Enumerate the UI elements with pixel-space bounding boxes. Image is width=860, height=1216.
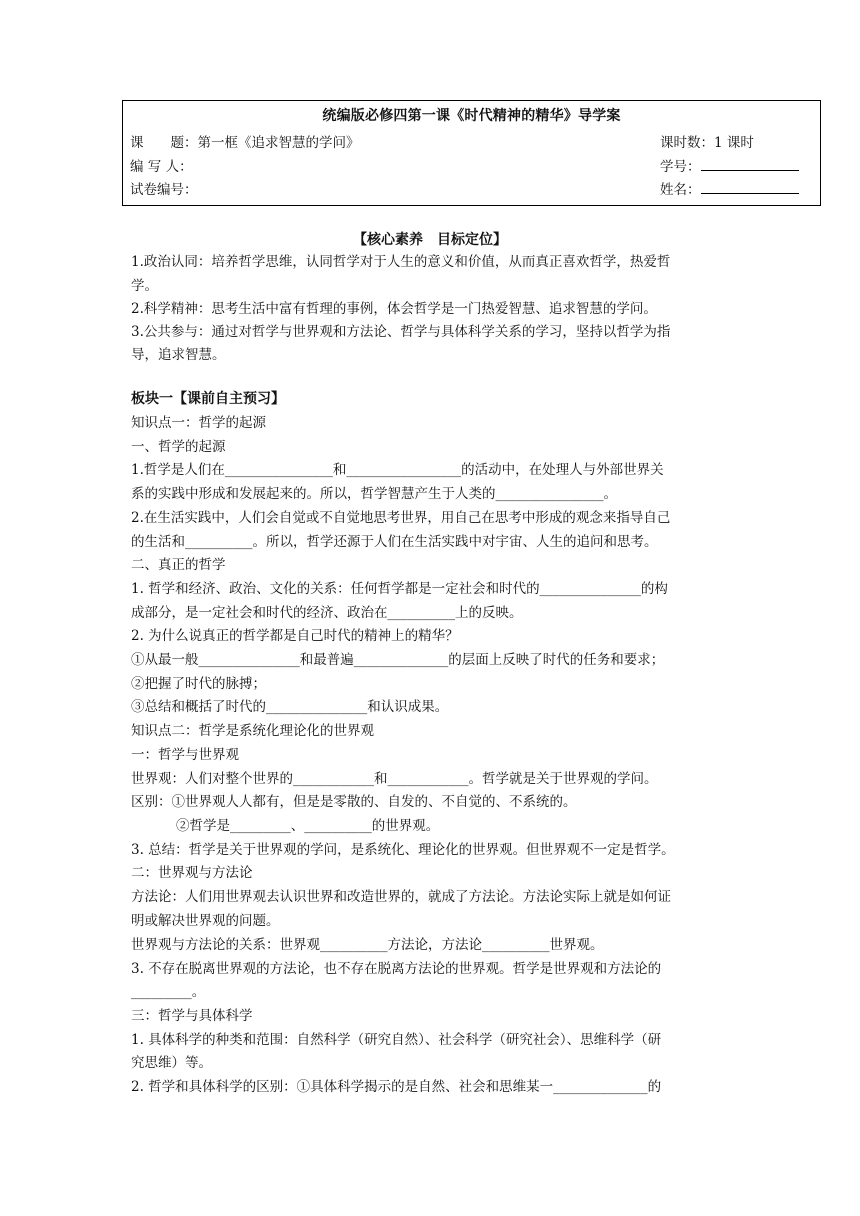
- text-line: 二、真正的哲学: [131, 557, 226, 573]
- goals-heading: 【核心素养 目标定位】: [353, 232, 507, 248]
- text-line: _________。: [131, 984, 206, 1000]
- text-line: 2.在生活实践中，人们会自觉或不自觉地思考世界，用自己在思考中形成的观念来指导自己: [131, 510, 671, 526]
- author-label: 编 写 人：: [130, 159, 193, 175]
- text-line: 区别：①世界观人人都有，但是是零散的、自发的、不自觉的、不系统的。: [131, 794, 577, 810]
- document-title: 统编版必修四第一课《时代精神的精华》导学案: [322, 108, 621, 124]
- text-line: 的生活和__________。所以，哲学还源于人们在生活实践中对宇宙、人生的追问和思考。: [131, 534, 658, 550]
- text-line: 知识点二：哲学是系统化理论化的世界观: [131, 723, 374, 739]
- text-line: 究思维）等。: [131, 1055, 212, 1071]
- text-line: 3. 总结：哲学是关于世界观的学问，是系统化、理论化的世界观。但世界观不一定是哲学。: [131, 842, 675, 858]
- block1-heading: 板块一【课前自主预习】: [131, 391, 285, 407]
- course-row: [130, 131, 360, 151]
- header-box: [122, 100, 821, 206]
- name-label: 姓名：: [660, 182, 701, 198]
- text-line: 1. 具体科学的种类和范围：自然科学（研究自然）、社会科学（研究社会）、思维科学（研: [131, 1032, 662, 1048]
- name-row: [660, 178, 799, 198]
- course-value: 第一框《追求智慧的学问》: [197, 135, 360, 151]
- paper-no-label: 试卷编号：: [130, 182, 198, 198]
- student-no-label: 学号：: [660, 159, 701, 175]
- text-line: ③总结和概括了时代的_______________和认识成果。: [131, 699, 449, 715]
- text-line: 1. 哲学和经济、政治、文化的关系：任何哲学都是一定社会和时代的_______________的构: [131, 581, 668, 597]
- text-line: 系的实践中形成和发展起来的。所以，哲学智慧产生于人类的________________。: [131, 486, 617, 502]
- text-line: 1.哲学是人们在________________和_________________的活动中，在处理人与外部世界关: [131, 462, 664, 478]
- student-no-row: [660, 155, 799, 175]
- name-blank[interactable]: [701, 181, 799, 194]
- text-line: 二：世界观与方法论: [131, 865, 253, 881]
- text-line: 明或解决世界观的问题。: [131, 913, 280, 929]
- course-label: 课 题：: [130, 135, 198, 151]
- text-line: 一：哲学与世界观: [131, 747, 239, 763]
- text-line: 2. 哲学和具体科学的区别：①具体科学揭示的是自然、社会和思维某一______________的: [131, 1079, 662, 1095]
- goal-line: 学。: [131, 278, 158, 294]
- text-line: 世界观与方法论的关系：世界观__________方法论，方法论__________世界观。: [131, 937, 604, 953]
- text-line: 成部分，是一定社会和时代的经济、政治在__________上的反映。: [131, 605, 523, 621]
- goal-line: 2.科学精神：思考生活中富有哲理的事例，体会哲学是一门热爱智慧、追求智慧的学问。: [131, 301, 657, 317]
- goal-line: 1.政治认同：培养哲学思维，认同哲学对于人生的意义和价值，从而真正喜欢哲学，热爱哲: [131, 254, 671, 270]
- text-line: ②哲学是_________、__________的世界观。: [176, 818, 440, 834]
- text-line: 知识点一：哲学的起源: [131, 415, 266, 431]
- text-line: 2. 为什么说真正的哲学都是自己时代的精神上的精华？: [131, 628, 459, 644]
- text-line: 一、哲学的起源: [131, 439, 226, 455]
- text-line: 方法论：人们用世界观去认识世界和改造世界的，就成了方法论。方法论实际上就是如何证: [131, 889, 671, 905]
- goal-line: 导，追求智慧。: [131, 347, 226, 363]
- text-line: ①从最一般_______________和最普遍______________的层面上反映了时代的任务和要求；: [131, 652, 665, 668]
- student-no-blank[interactable]: [701, 158, 799, 171]
- class-hours: 课时数：1 课时: [660, 135, 754, 151]
- goal-line: 3.公共参与：通过对哲学与世界观和方法论、哲学与具体科学关系的学习，坚持以哲学为指: [131, 324, 671, 340]
- text-line: ②把握了时代的脉搏；: [131, 676, 266, 692]
- text-line: 世界观：人们对整个世界的____________和____________。哲学就是关于世界观的学问。: [131, 771, 658, 787]
- text-line: 三：哲学与具体科学: [131, 1008, 253, 1024]
- text-line: 3. 不存在脱离世界观的方法论，也不存在脱离方法论的世界观。哲学是世界观和方法论的: [131, 961, 662, 977]
